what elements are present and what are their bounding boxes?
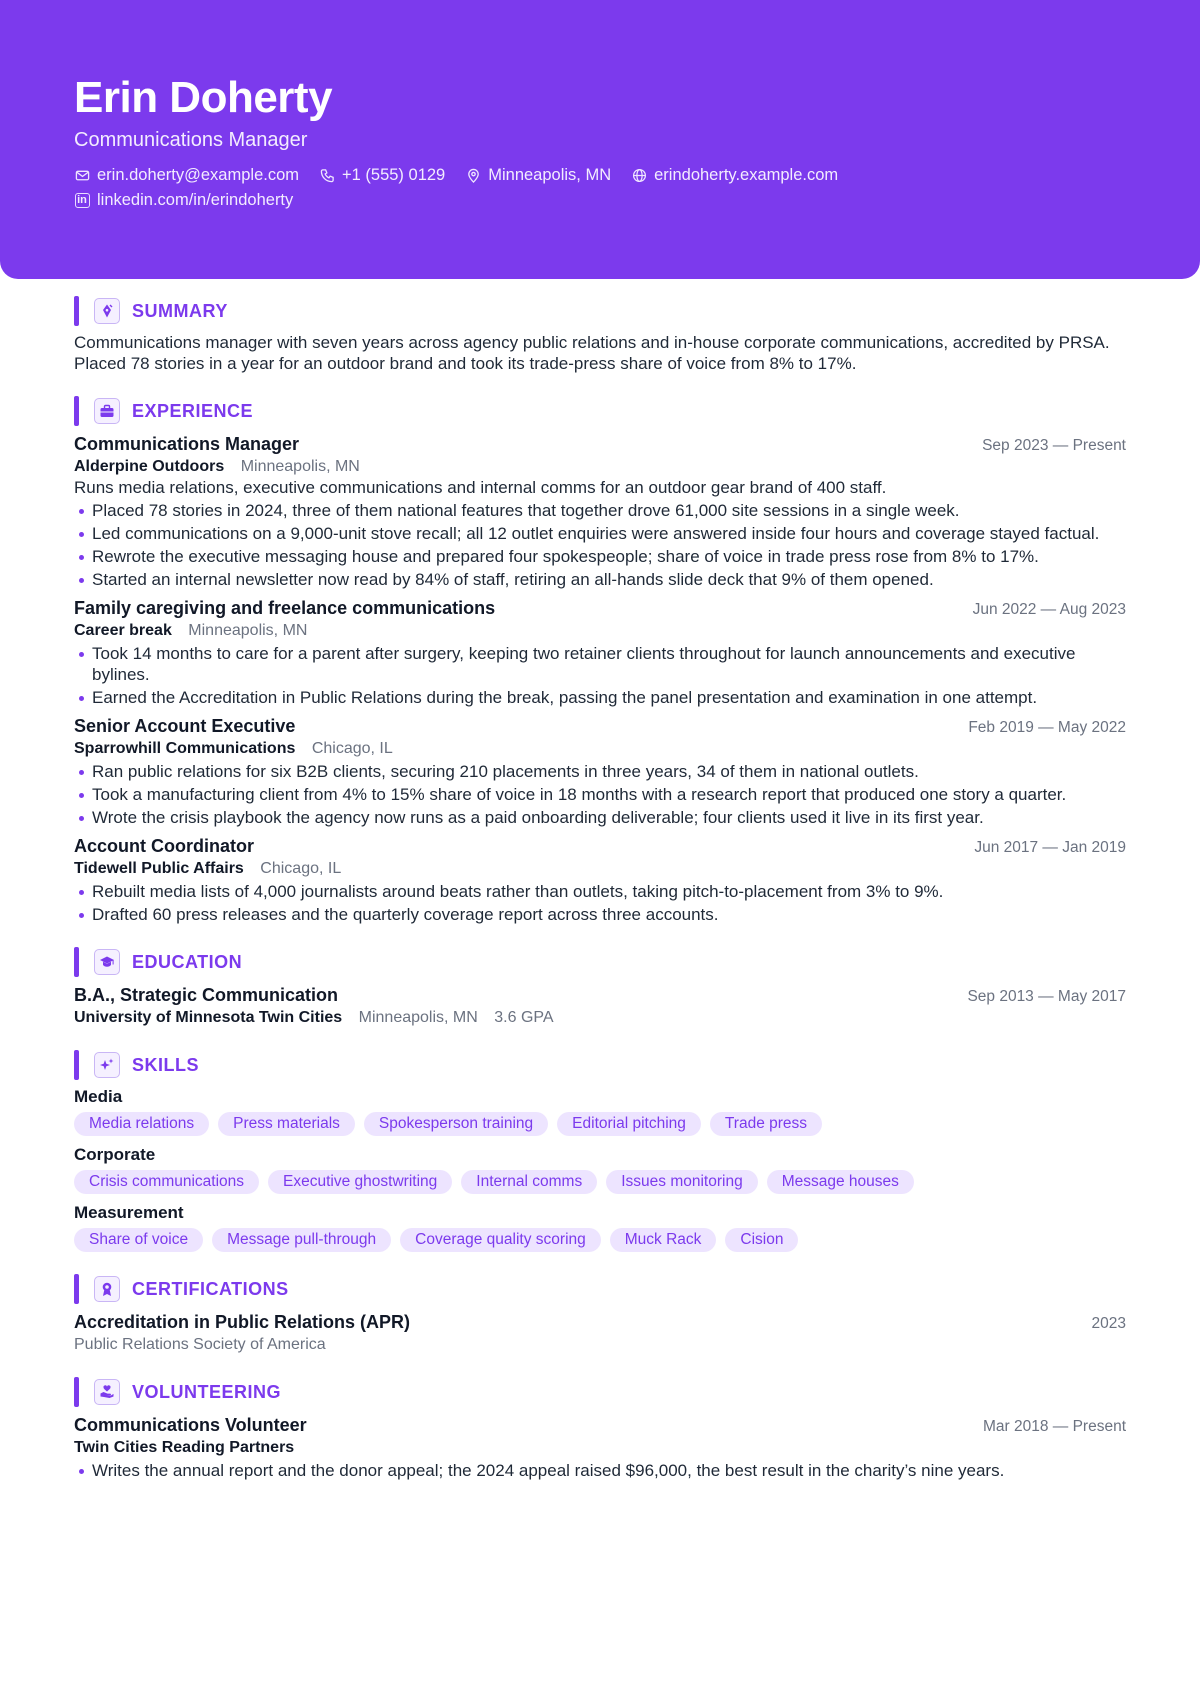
school-location: Minneapolis, MN xyxy=(358,1009,478,1026)
skill-chip: Share of voice xyxy=(74,1228,203,1252)
experience-entry xyxy=(74,834,1126,925)
bullet-item: Led communications on a 9,000-unit stove recall; all 12 outlet enquiries were answered inside four hours and coverage stayed factual. xyxy=(74,523,1126,544)
volunteer-dates: Mar 2018 — Present xyxy=(982,1418,1126,1435)
contact-location xyxy=(465,163,611,188)
experience-entry xyxy=(74,596,1126,708)
job-bullets xyxy=(74,500,1126,590)
skill-group-title: Media xyxy=(74,1087,123,1106)
website-text: erindoherty.example.com xyxy=(654,166,839,184)
volunteer-bullets xyxy=(74,1460,1126,1481)
skill-chip: Spokesperson training xyxy=(364,1112,548,1136)
helping-hands-icon xyxy=(94,1379,120,1405)
volunteer-role: Communications Volunteer xyxy=(74,1415,307,1435)
bullet-item: Took a manufacturing client from 4% to 15% share of voice in 18 months with a research report that produced one story a quarter. xyxy=(74,784,1126,805)
award-ribbon-icon xyxy=(94,1276,120,1302)
volunteering-section-header xyxy=(74,1377,1126,1407)
skill-group xyxy=(74,1086,1126,1136)
job-bullets xyxy=(74,881,1126,925)
contact-list xyxy=(74,163,1126,213)
certification-issuer: Public Relations Society of America xyxy=(74,1336,326,1353)
summary-section-header xyxy=(74,296,1126,326)
linkedin-text: linkedin.com/in/erindoherty xyxy=(97,191,294,209)
certification-name: Accreditation in Public Relations (APR) xyxy=(74,1312,411,1332)
bullet-item: Drafted 60 press releases and the quarterly coverage report across three accounts. xyxy=(74,904,1126,925)
gpa: 3.6 GPA xyxy=(494,1009,554,1026)
location-text: Minneapolis, MN xyxy=(488,166,612,184)
section-accent-bar xyxy=(74,296,79,326)
section-accent-bar xyxy=(74,396,79,426)
job-bullets xyxy=(74,761,1126,828)
job-org: Tidewell Public Affairs xyxy=(74,860,244,877)
skill-chip: Editorial pitching xyxy=(557,1112,701,1136)
email-text: erin.doherty@example.com xyxy=(97,166,300,184)
bullet-item: Wrote the crisis playbook the agency now runs as a paid onboarding deliverable; four clients used it live in its first year. xyxy=(74,807,1126,828)
skill-group xyxy=(74,1202,1126,1252)
linkedin-icon: in xyxy=(74,193,90,209)
skill-chip: Issues monitoring xyxy=(606,1170,757,1194)
bullet-item: Took 14 months to care for a parent after surgery, keeping two retainer clients throughout for launch announcements and executive bylines. xyxy=(74,643,1126,685)
skill-chip: Internal comms xyxy=(461,1170,597,1194)
bullet-item: Placed 78 stories in 2024, three of them national features that together drove 61,000 site sessions in a single week. xyxy=(74,500,1126,521)
contact-email[interactable] xyxy=(74,163,299,188)
contact-phone[interactable] xyxy=(319,163,445,188)
skill-chip: Coverage quality scoring xyxy=(400,1228,601,1252)
job-location: Chicago, IL xyxy=(311,740,393,757)
section-accent-bar xyxy=(74,947,79,977)
briefcase-icon xyxy=(94,398,120,424)
job-dates: Jun 2022 — Aug 2023 xyxy=(972,601,1126,618)
education-title: EDUCATION xyxy=(132,951,243,972)
skill-group-title: Measurement xyxy=(74,1203,184,1222)
bullet-item: Rewrote the executive messaging house and prepared four spokespeople; share of voice in trade press rose from 8% to 17%. xyxy=(74,546,1126,567)
job-org: Sparrowhill Communications xyxy=(74,740,296,757)
location-pin-icon xyxy=(465,168,481,184)
candidate-role: Communications Manager xyxy=(74,129,308,151)
school-name: University of Minnesota Twin Cities xyxy=(74,1009,343,1026)
contact-website[interactable] xyxy=(631,163,838,188)
job-title: Communications Manager xyxy=(74,434,300,454)
section-accent-bar xyxy=(74,1050,79,1080)
skill-chip: Press materials xyxy=(218,1112,355,1136)
pen-nib-icon xyxy=(94,298,120,324)
volunteering-entry xyxy=(74,1413,1126,1481)
candidate-name: Erin Doherty xyxy=(74,73,333,122)
contact-linkedin[interactable] xyxy=(74,188,293,213)
experience-entry xyxy=(74,432,1126,590)
job-dates: Sep 2023 — Present xyxy=(982,437,1126,454)
skill-chip: Trade press xyxy=(710,1112,822,1136)
skill-chip: Executive ghostwriting xyxy=(268,1170,452,1194)
section-accent-bar xyxy=(74,1274,79,1304)
skill-chip: Muck Rack xyxy=(610,1228,717,1252)
job-location: Chicago, IL xyxy=(260,860,342,877)
volunteering-title: VOLUNTEERING xyxy=(132,1381,282,1402)
bullet-item: Writes the annual report and the donor appeal; the 2024 appeal raised $96,000, the best result in the charity’s nine years. xyxy=(74,1460,1126,1481)
job-location: Minneapolis, MN xyxy=(240,458,360,475)
education-entry xyxy=(74,983,1126,1028)
job-bullets xyxy=(74,643,1126,708)
skill-chip: Message houses xyxy=(767,1170,914,1194)
sparkle-icon xyxy=(94,1052,120,1078)
mail-icon xyxy=(74,168,90,184)
experience-title: EXPERIENCE xyxy=(132,400,254,421)
bullet-item: Ran public relations for six B2B clients, securing 210 placements in three years, 34 of them in national outlets. xyxy=(74,761,1126,782)
job-description: Runs media relations, executive communications and internal comms for an outdoor gear brand of 400 staff. xyxy=(74,478,887,497)
certification-entry xyxy=(74,1310,1126,1355)
phone-text: +1 (555) 0129 xyxy=(342,166,446,184)
skills-title: SKILLS xyxy=(132,1054,200,1075)
skill-chip: Media relations xyxy=(74,1112,209,1136)
section-accent-bar xyxy=(74,1377,79,1407)
graduation-cap-icon xyxy=(94,949,120,975)
resume-body xyxy=(74,292,1126,1481)
job-title: Family caregiving and freelance communications xyxy=(74,598,496,618)
bullet-item: Started an internal newsletter now read by 84% of staff, retiring an all-hands slide deck that 9% of them opened. xyxy=(74,569,1126,590)
certifications-section-header xyxy=(74,1274,1126,1304)
skill-group-title: Corporate xyxy=(74,1145,156,1164)
skill-chip: Crisis communications xyxy=(74,1170,259,1194)
job-dates: Feb 2019 — May 2022 xyxy=(968,719,1126,736)
globe-icon xyxy=(631,168,647,184)
volunteer-org: Twin Cities Reading Partners xyxy=(74,1439,295,1456)
certification-year: 2023 xyxy=(1091,1315,1126,1332)
job-title: Account Coordinator xyxy=(74,836,254,856)
skill-group xyxy=(74,1144,1126,1194)
skill-chip: Message pull-through xyxy=(212,1228,391,1252)
degree-title: B.A., Strategic Communication xyxy=(74,985,339,1005)
skills-section-header xyxy=(74,1050,1126,1080)
skill-chip: Cision xyxy=(725,1228,798,1252)
bullet-item: Earned the Accreditation in Public Relations during the break, passing the panel presentation and examination in one attempt. xyxy=(74,687,1126,708)
job-location: Minneapolis, MN xyxy=(188,622,308,639)
summary-text: Communications manager with seven years across agency public relations and in-house corporate communications, accredited by PRSA. Placed 78 stories in a year for an outdoor brand and took its trade-press share of voice from 8% to 17%. xyxy=(74,333,1110,373)
job-title: Senior Account Executive xyxy=(74,716,296,736)
certifications-title: CERTIFICATIONS xyxy=(132,1278,289,1299)
job-dates: Jun 2017 — Jan 2019 xyxy=(974,839,1126,856)
phone-icon xyxy=(319,168,335,184)
bullet-item: Rebuilt media lists of 4,000 journalists around beats rather than outlets, taking pitch-to-placement from 3% to 9%. xyxy=(74,881,1126,902)
resume-header xyxy=(0,0,1200,279)
education-dates: Sep 2013 — May 2017 xyxy=(967,988,1126,1005)
education-section-header xyxy=(74,947,1126,977)
job-org: Alderpine Outdoors xyxy=(74,458,225,475)
job-org: Career break xyxy=(74,622,172,639)
summary-title: SUMMARY xyxy=(132,300,228,321)
experience-entry xyxy=(74,714,1126,828)
experience-section-header xyxy=(74,396,1126,426)
